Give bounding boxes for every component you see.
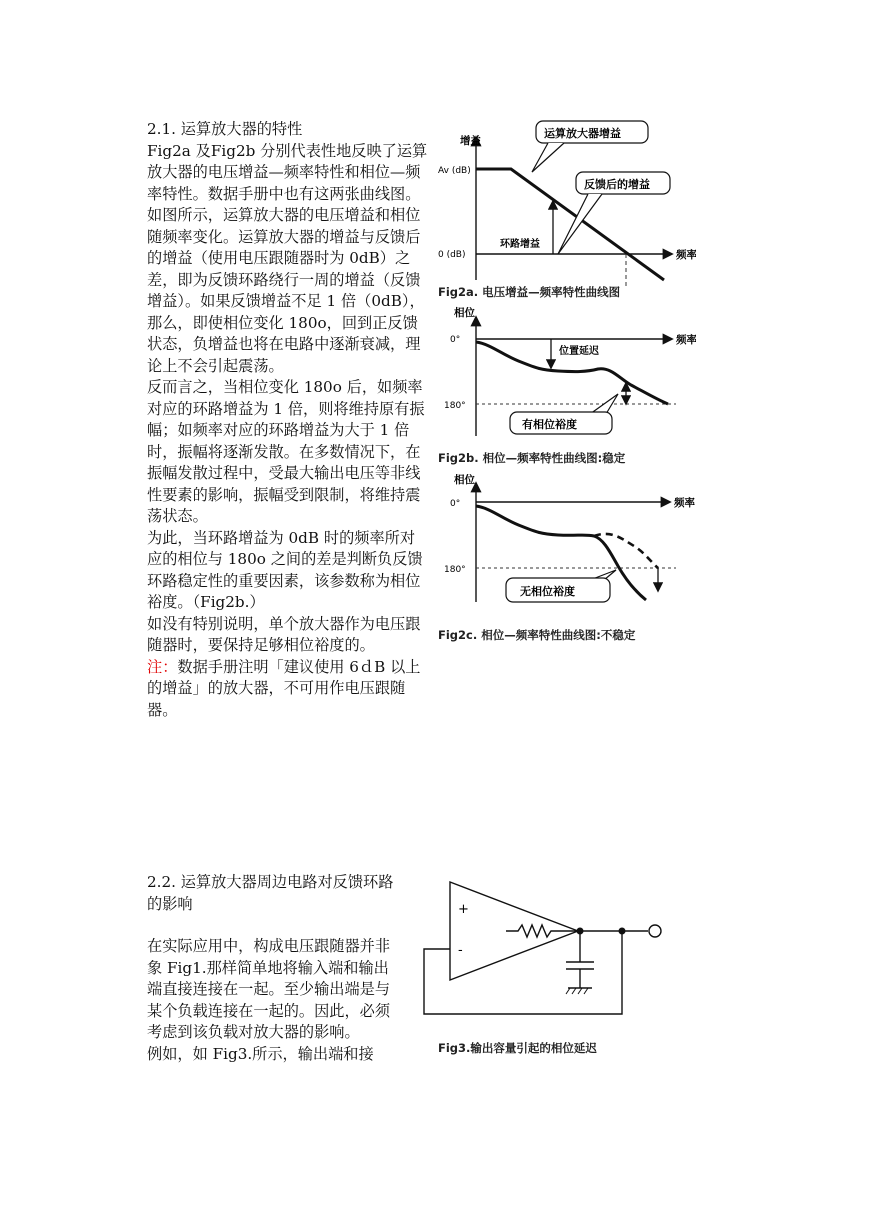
- fig2c-caption: Fig2c. 相位—频率特性曲线图:不稳定: [438, 628, 636, 642]
- minus-sign: -: [458, 943, 463, 958]
- section-2-2-heading: 2.2. 运算放大器周边电路对反馈环路的影响: [147, 873, 394, 913]
- y-label: 增益: [460, 135, 481, 147]
- zero-label: 0°: [450, 335, 461, 345]
- paragraph: 如图所示，运算放大器的电压增益和相位随频率变化。运算放大器的增益与反馈后的增益（使用电压跟随器时为 0dB）之差，即为反馈环路绕行一周的增益（反馈增益）。如果反馈增益不足 1 倍（0dB），那么，即使相位变化 180o，回到正反馈状态，负增益也将在电路中逐渐衰减，理论上不会引起震荡。: [147, 206, 425, 375]
- callout-gain-tail: [532, 143, 564, 172]
- x-label: 频率: [676, 249, 696, 261]
- spacer: [147, 915, 403, 936]
- paragraph: 反而言之，当相位变化 180o 后，如频率对应的环路增益为 1 倍，则将维持原有振幅；如频率对应的环路增益为大于 1 倍时，振幅将逐渐发散。在多数情况下，在振幅发散过程中，受最大输出电压等非线性要素的影响，振幅受到限制，将维持震荡状态。: [147, 378, 425, 525]
- fig3-circuit: [418, 876, 678, 1036]
- callout-margin-text: 无相位裕度: [520, 585, 575, 598]
- section-2-2: [147, 872, 403, 1065]
- zero-label: 0 (dB): [438, 250, 466, 260]
- fig3-caption: Fig3.输出容量引起的相位延迟: [438, 1041, 597, 1055]
- fig2b-caption: Fig2b. 相位—频率特性曲线图:稳定: [438, 451, 626, 465]
- fig2b-phase-chart: [436, 306, 696, 448]
- zero-label: 0°: [450, 499, 461, 509]
- plus-sign: +: [458, 902, 469, 917]
- av-label: Av (dB): [438, 166, 471, 176]
- fig2c-svg: [436, 474, 696, 616]
- paragraph: Fig2a 及Fig2b 分别代表性地反映了运算放大器的电压增益—频率特性和相位—频率特性。数据手册中也有这两张曲线图。: [147, 141, 428, 203]
- callout-gain-text: 运算放大器增益: [544, 127, 621, 140]
- output-terminal: [649, 925, 661, 937]
- label-180: 180°: [444, 401, 466, 411]
- x-label: 频率: [674, 497, 695, 509]
- paragraph: 在实际应用中，构成电压跟随器并非象 Fig1.那样简单地将输入端和输出端直接连接在一起。至少输出端是与某个负载连接在一起的。因此，必须考虑到该负载对放大器的影响。: [147, 937, 390, 1041]
- fig2a-caption: Fig2a. 电压增益—频率特性曲线图: [438, 285, 621, 299]
- fig2a-gain-chart: [436, 118, 696, 288]
- delay-label: 位置延迟: [559, 346, 599, 357]
- note-text: 数据手册注明「建议使用 6ｄB 以上的增益」的放大器，不可用作电压跟随器。: [147, 657, 421, 719]
- section-2-1: [147, 119, 429, 721]
- fig3-svg: [418, 876, 678, 1036]
- loop-gain-label: 环路增益: [500, 239, 540, 250]
- note-label: 注：: [147, 657, 178, 676]
- y-label: 相位: [454, 474, 475, 486]
- x-label: 频率: [676, 334, 696, 346]
- y-label: 相位: [454, 307, 475, 319]
- fig2c-phase-chart: [436, 474, 696, 616]
- callout-margin-tail: [590, 394, 618, 414]
- note: [147, 657, 429, 722]
- fig2a-svg: [436, 118, 696, 288]
- callout-feedback-tail: [558, 194, 602, 254]
- section-2-1-heading: 2.1. 运算放大器的特性: [147, 120, 303, 138]
- paragraph: 为此，当环路增益为 0dB 时的频率所对应的相位与 180o 之间的差是判断负反馈环路稳定性的重要因素，该参数称为相位裕度。（Fig2b.）: [147, 528, 423, 611]
- callout-margin-text: 有相位裕度: [522, 418, 577, 431]
- stable-phase-reference: [594, 534, 658, 568]
- fig2b-svg: [436, 306, 696, 448]
- label-180: 180°: [444, 565, 466, 575]
- callout-feedback-text: 反馈后的增益: [584, 178, 650, 191]
- paragraph: 如没有特别说明，单个放大器作为电压跟随器时，要保持足够相位裕度的。: [147, 614, 421, 654]
- paragraph: 例如，如 Fig3.所示，输出端和接: [147, 1044, 374, 1063]
